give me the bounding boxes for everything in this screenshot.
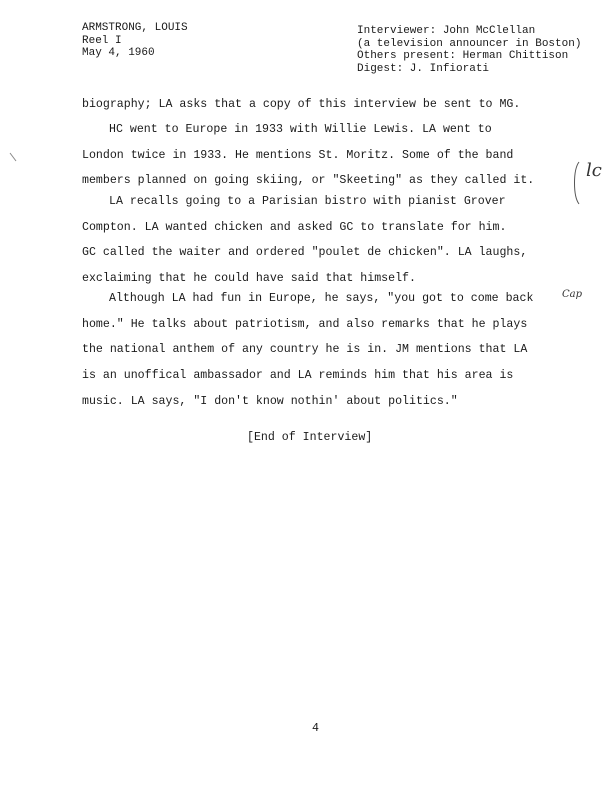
reel-number: Reel I <box>82 34 122 47</box>
text-line: LA recalls going to a Parisian bistro with pianist Grover <box>109 195 506 208</box>
paragraph-continuation <box>82 92 562 118</box>
others-present-line: Others present: Herman Chittison <box>357 50 569 63</box>
paragraph-europe-trip <box>82 117 562 194</box>
text-line: Although LA had fun in Europe, he says, "you got to come back <box>109 292 534 305</box>
text-line: biography; LA asks that a copy of this interview be sent to MG. <box>82 98 521 111</box>
digest-line: Digest: J. Infiorati <box>357 62 490 75</box>
text-line: members planned on going skiing, or "Skeeting" as they called it. <box>82 174 535 188</box>
text-line: Compton. LA wanted chicken and asked GC to translate for him. <box>82 220 507 234</box>
header-left <box>82 22 188 60</box>
paragraph-paris-bistro <box>82 189 562 292</box>
text-line: is an unoffical ambassador and LA reminds him that his area is <box>82 369 514 383</box>
interviewee-name: ARMSTRONG, LOUIS <box>82 22 188 34</box>
interviewer-line: Interviewer: John McClellan <box>357 25 536 37</box>
margin-note-lc: lc <box>586 160 602 181</box>
paragraph-patriotism <box>82 286 562 415</box>
text-line: music. LA says, "I don't know nothin' about politics." <box>82 394 458 408</box>
scan-mark <box>9 152 17 162</box>
margin-note-cap: Cap <box>562 289 583 300</box>
text-line: London twice in 1933. He mentions St. Moritz. Some of the band <box>82 148 514 162</box>
text-line: the national anthem of any country he is in. JM mentions that LA <box>82 343 528 357</box>
page-number: 4 <box>312 722 319 735</box>
interview-date: May 4, 1960 <box>82 47 155 60</box>
end-of-interview-note: [End of Interview] <box>247 431 373 444</box>
text-line: exclaiming that he could have said that himself. <box>82 272 416 286</box>
text-line: HC went to Europe in 1933 with Willie Lewis. LA went to <box>109 123 492 136</box>
text-line: home." He talks about patriotism, and also remarks that he plays <box>82 317 528 331</box>
header-right <box>357 25 581 75</box>
text-line: GC called the waiter and ordered "poulet de chicken". LA laughs, <box>82 246 528 260</box>
interviewer-description: (a television announcer in Boston) <box>357 37 582 50</box>
